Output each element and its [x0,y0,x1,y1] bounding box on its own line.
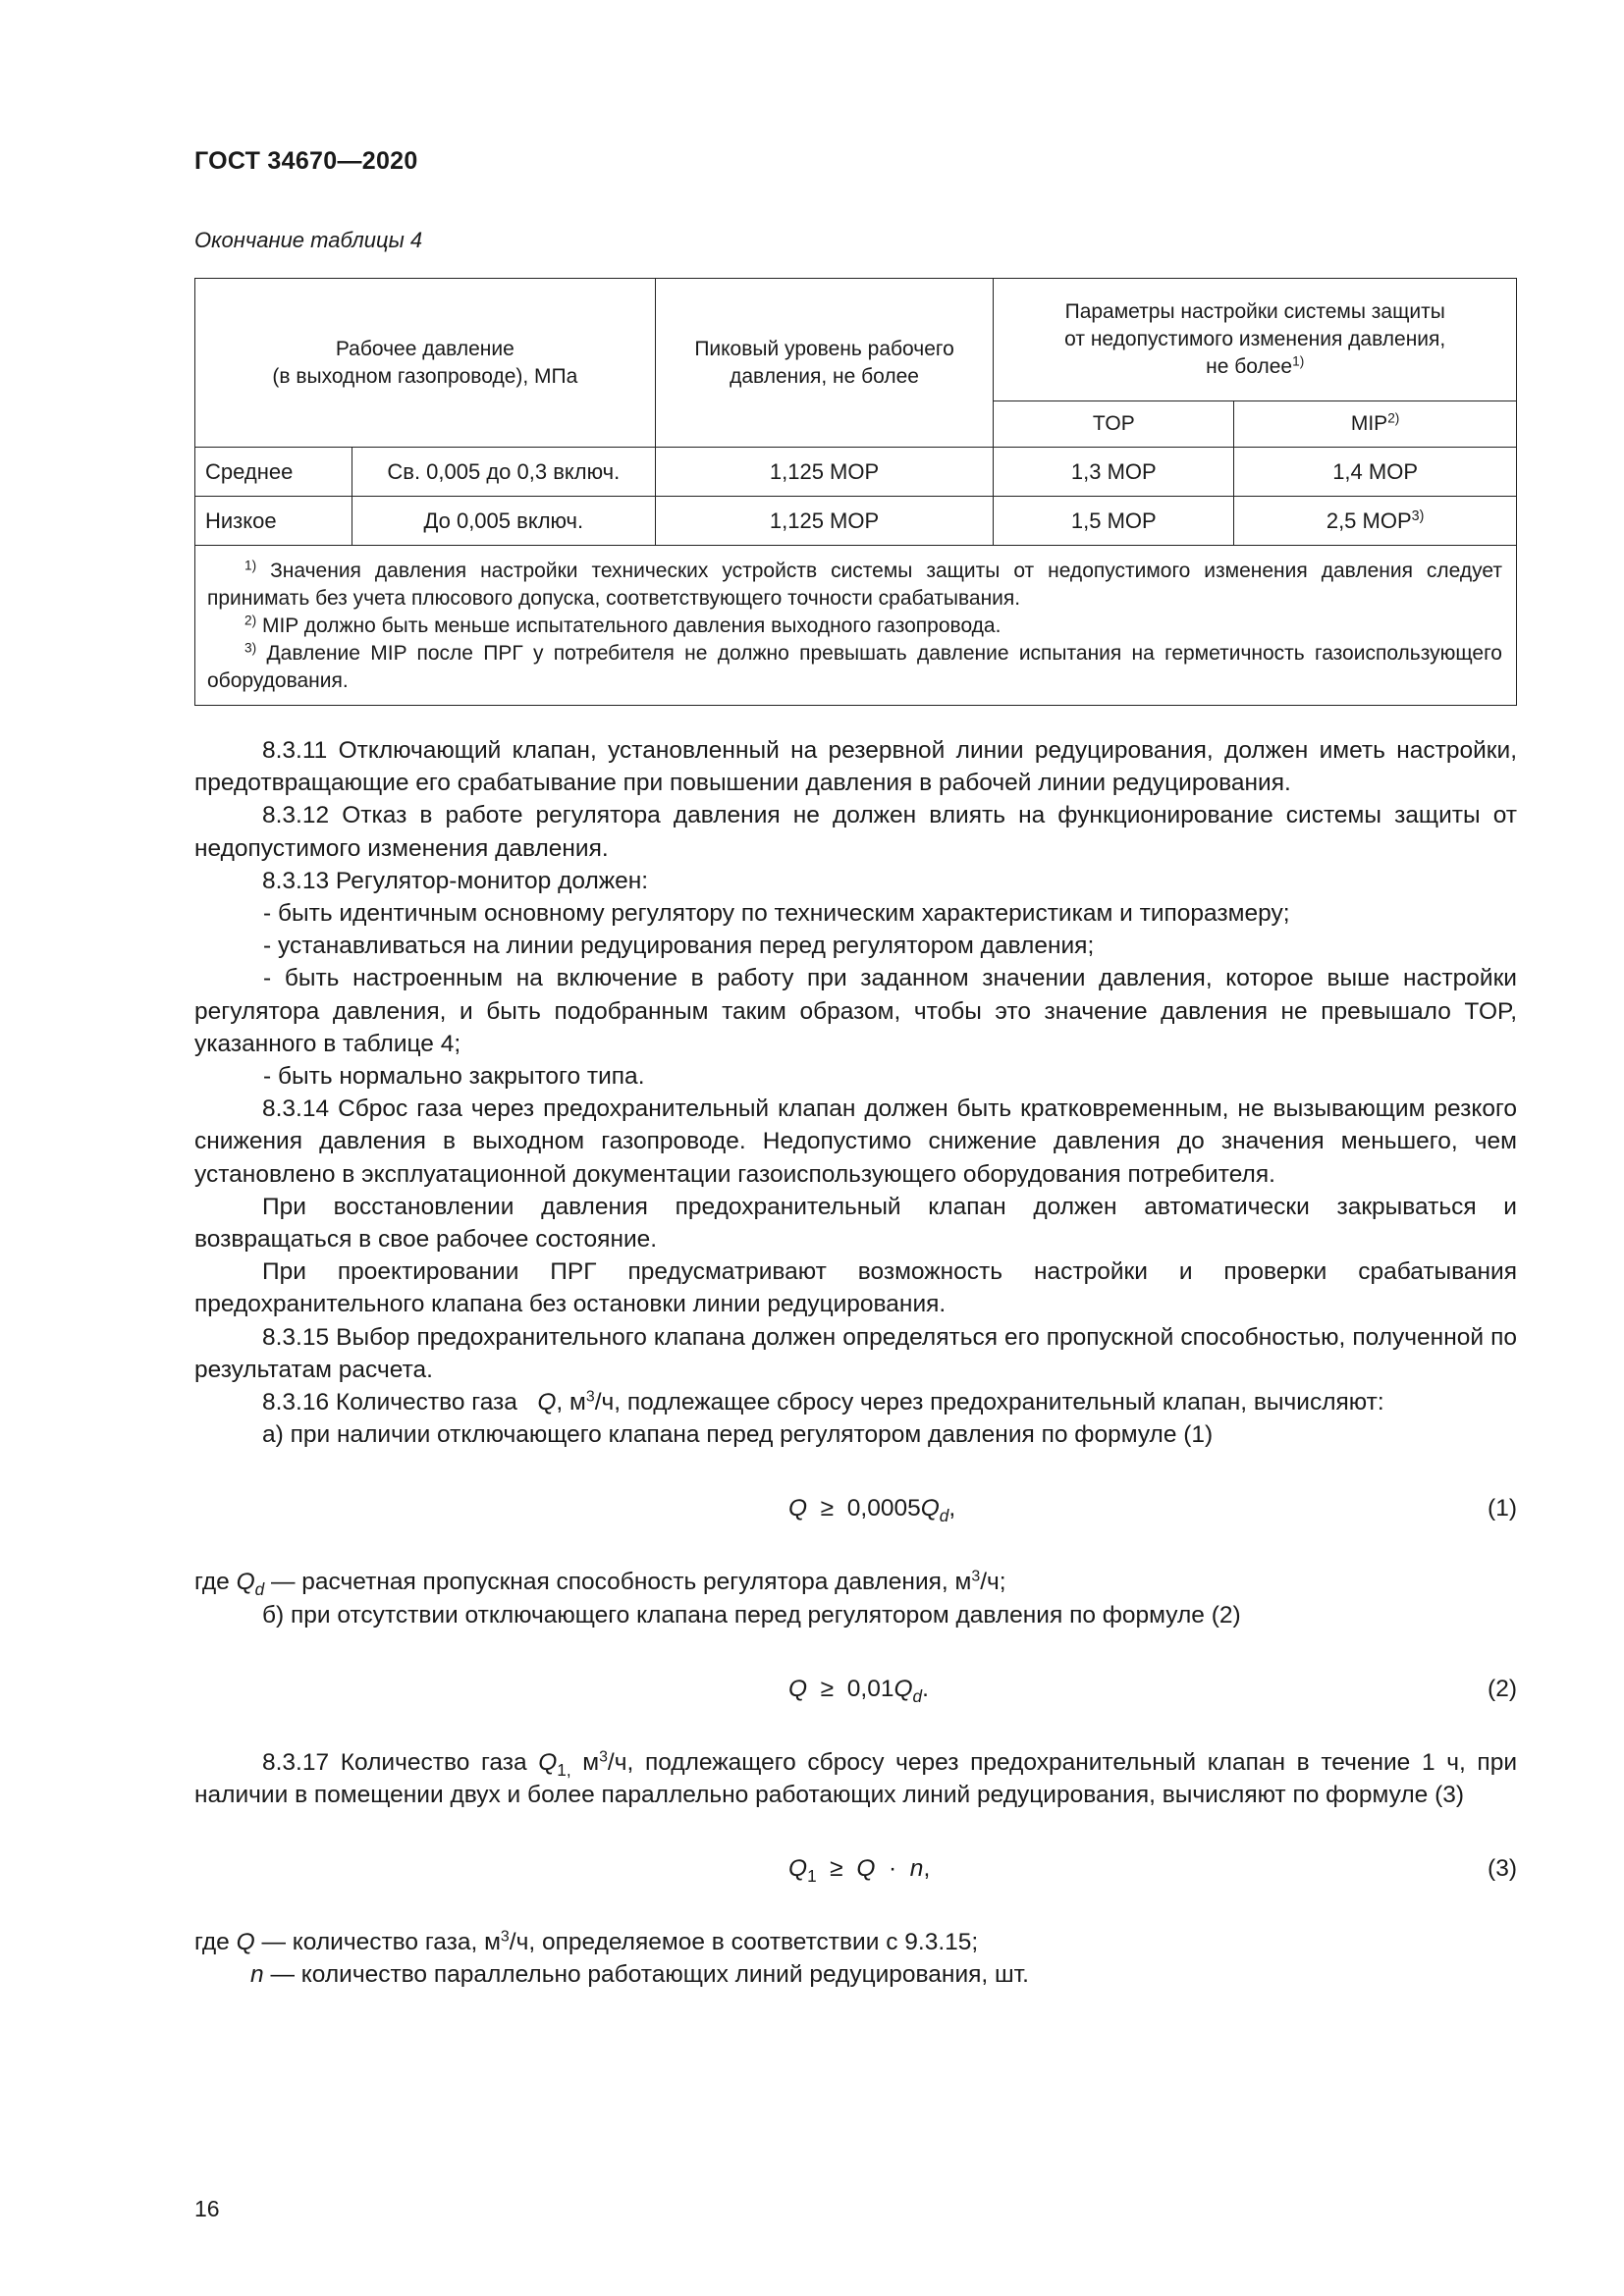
header-top: TOP [994,401,1234,448]
equation-number: (3) [1488,1855,1517,1883]
footnote: $^{3)}$ Давление MIP после ПРГ у потребителя не должно превышать давление испытания на герметичность газоиспользующего оборудования. [207,640,1502,692]
paragraph-8-3-16: 8.3.16 Количество газа Q, $м^3/ч$, подлежащее сбросу через предохранительный клапан, вычисляют: [262,1388,1384,1416]
list-item: б) при отсутствии отключающего клапана перед регулятором давления по формуле (2) [262,1601,1241,1629]
list-item: а) при наличии отключающего клапана перед регулятором давления по формуле (1) [262,1421,1214,1449]
paragraph-8-3-13: 8.3.13 Регулятор-монитор должен: [262,867,649,894]
where-definition: n — количество параллельно работающих линий редуцирования, шт. [250,1961,1029,1989]
table-4 [194,278,1517,706]
equation-1: $Q \ge 0,0005Q_d$, (1) [194,1492,1517,1524]
paragraph-8-3-15: 8.3.15 Выбор предохранительного клапана должен определяться его пропускной способностью, полученной по результатам расчета. [194,1323,1517,1383]
header-protection-settings: Параметры настройки системы защиты от недопустимого изменения давления, не более$^{1)}$ [994,279,1517,401]
equation-3: $Q_1 \ge Q \cdot n$, (3) [194,1852,1517,1885]
header-working-pressure: Рабочее давление (в выходном газопроводе), МПа [195,279,656,448]
list-item: - устанавливаться на линии редуцирования перед регулятором давления; [263,933,1095,960]
where-definition: где Q — количество газа, $м^3/ч$, определяемое в соответствии с 9.3.15; [194,1928,979,1956]
body-text [194,734,1517,1992]
footnote: $^{2)}$ MIP должно быть меньше испытательного давления выходного газопровода. [244,613,1001,637]
where-definition: где $Q_d$ — расчетная пропускная способность регулятора давления, $м^3/ч$; [194,1568,1006,1600]
table-row: Среднее Св. 0,005 до 0,3 включ. 1,125 MOP 1,3 MOP 1,4 MOP [195,448,1517,497]
page-number: 16 [194,2196,220,2221]
list-item: - быть нормально закрытого типа. [263,1063,645,1091]
list-item: - быть идентичным основному регулятору по техническим характеристикам и типоразмеру; [263,900,1290,928]
list-item: - быть настроенным на включение в работу при заданном значении давления, которое выше настройки регулятора давления, и быть подобранным таким образом, чтобы это значение давления не превышало TOP, указанного в таблице 4; [194,965,1517,1057]
paragraph: При восстановлении давления предохранительный клапан должен автоматически закрываться и возвращаться в свое рабочее состояние. [194,1193,1517,1254]
table-row: Низкое До 0,005 включ. 1,125 MOP 1,5 MOP 2,5 MOP$^{3)}$ [195,497,1517,546]
equation-2: $Q \ge 0,01Q_d$. (2) [194,1673,1517,1705]
equation-number: (1) [1488,1495,1517,1522]
paragraph: При проектировании ПРГ предусматривают возможность настройки и проверки срабатывания предохранительного клапана без остановки линии редуцирования. [194,1258,1517,1318]
paragraph-8-3-12: 8.3.12 Отказ в работе регулятора давления не должен влиять на функционирование системы защиты от недопустимого изменения давления. [194,802,1517,862]
document-code: ГОСТ 34670—2020 [194,147,418,175]
paragraph-8-3-14: 8.3.14 Сброс газа через предохранительный клапан должен быть кратковременным, не вызывающим резкого снижения давления в выходном газопроводе. Недопустимо снижение давления до значения меньшего, чем установлено в эксплуатационной документации газоиспользующего оборудования потребителя. [194,1095,1517,1188]
header-peak-level: Пиковый уровень рабочего давления, не более [655,279,994,448]
equation-number: (2) [1488,1675,1517,1702]
footnote: $^{1)}$ Значения давления настройки технических устройств системы защиты от недопустимого изменения давления следует принимать без учета плюсового допуска, соответствующего точности срабатывания. [207,558,1502,610]
header-mip: MIP$^{2)}$ [1234,401,1517,448]
table-caption: Окончание таблицы 4 [194,228,423,252]
table-footnotes [195,546,1517,706]
paragraph-8-3-11: 8.3.11 Отключающий клапан, установленный на резервной линии редуцирования, должен иметь настройки, предотвращающие его срабатывание при повышении давления в рабочей линии редуцирования. [194,737,1517,797]
paragraph-8-3-17: 8.3.17 Количество газа $Q_{1,}$ $м^3/ч$, подлежащего сбросу через предохранительный клапан в течение 1 ч, при наличии в помещении двух и более параллельно работающих линий редуцирования, вычисляют по формуле (3) [194,1748,1518,1809]
